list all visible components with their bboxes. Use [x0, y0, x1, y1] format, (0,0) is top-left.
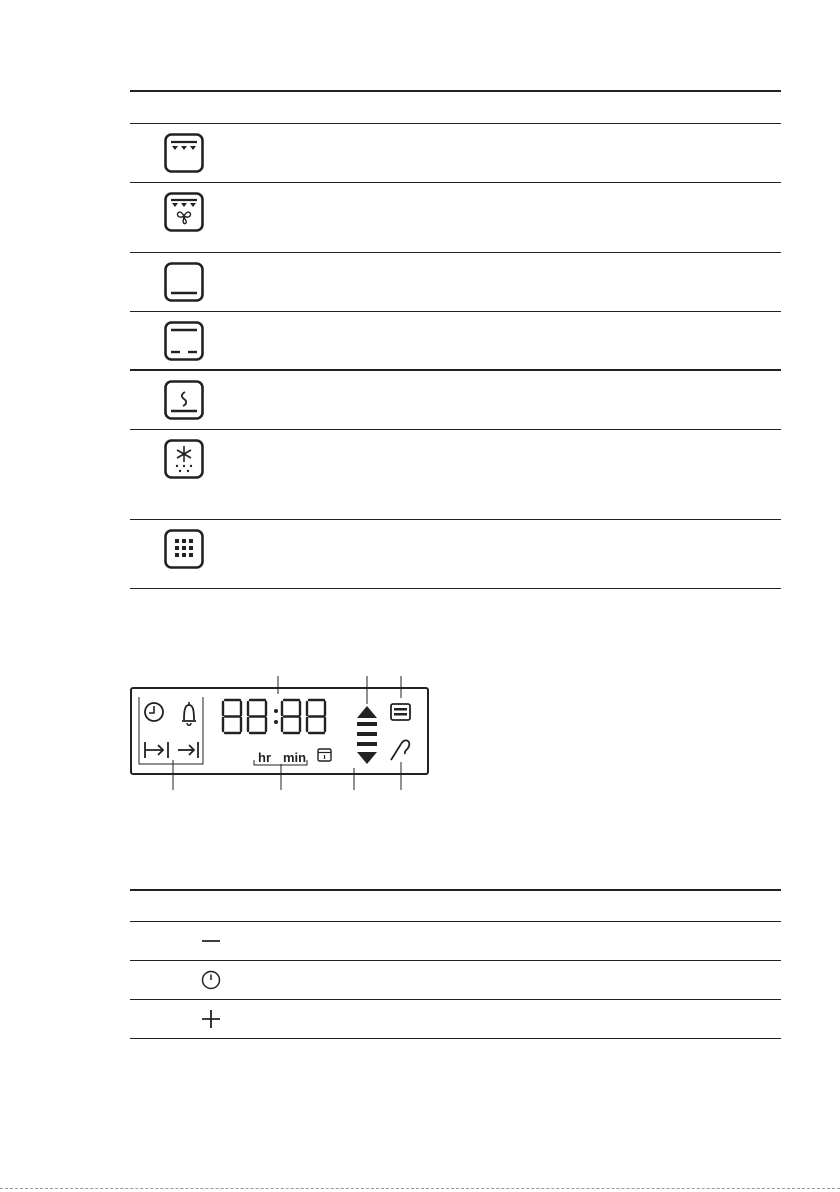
top-heat-icon	[163, 132, 205, 174]
heat-level-bars	[357, 722, 377, 746]
temperature-indicator-icon	[391, 704, 410, 720]
moist-bottom-heat-icon	[163, 379, 205, 421]
bottom-heat-icon	[163, 261, 205, 303]
table-row	[130, 124, 781, 183]
colon-dot	[274, 720, 278, 724]
conventional-heat-icon	[163, 320, 205, 362]
clock-icon	[145, 703, 163, 721]
table-row	[130, 520, 781, 589]
core-probe-icon	[391, 740, 409, 760]
table-header	[130, 90, 781, 124]
top-heat-fan-icon	[163, 191, 205, 233]
table-row	[130, 312, 781, 371]
table-row	[130, 253, 781, 312]
timer-group-bracket	[139, 697, 203, 764]
table-row	[130, 961, 781, 1000]
table-row	[130, 922, 781, 961]
duration-icon	[145, 742, 168, 758]
table-row	[130, 1000, 781, 1039]
frozen-foods-icon	[163, 528, 205, 570]
colon-dot	[274, 709, 278, 713]
clock-icon[interactable]	[200, 969, 222, 991]
digits-value: 88:88	[300, 697, 303, 698]
end-time-icon	[178, 742, 198, 758]
display-diagram	[130, 676, 430, 790]
bell-icon	[182, 702, 196, 725]
door-lock-icon	[318, 749, 331, 761]
table-row	[130, 371, 781, 430]
heat-up-arrow-icon	[357, 706, 377, 718]
buttons-table	[130, 889, 781, 1039]
display-frame	[131, 688, 428, 774]
digital-display	[223, 700, 325, 733]
minus-icon[interactable]	[200, 930, 222, 952]
page-bottom-dashes	[0, 1188, 840, 1189]
table-row	[130, 183, 781, 253]
oven-functions-table	[130, 90, 781, 589]
table-row	[130, 430, 781, 520]
defrost-icon	[163, 438, 205, 480]
hours-label: hr	[258, 750, 271, 765]
minutes-label: min	[283, 750, 307, 765]
plus-icon[interactable]	[200, 1008, 222, 1030]
table-header	[130, 889, 781, 922]
heat-down-arrow-icon	[357, 752, 377, 764]
